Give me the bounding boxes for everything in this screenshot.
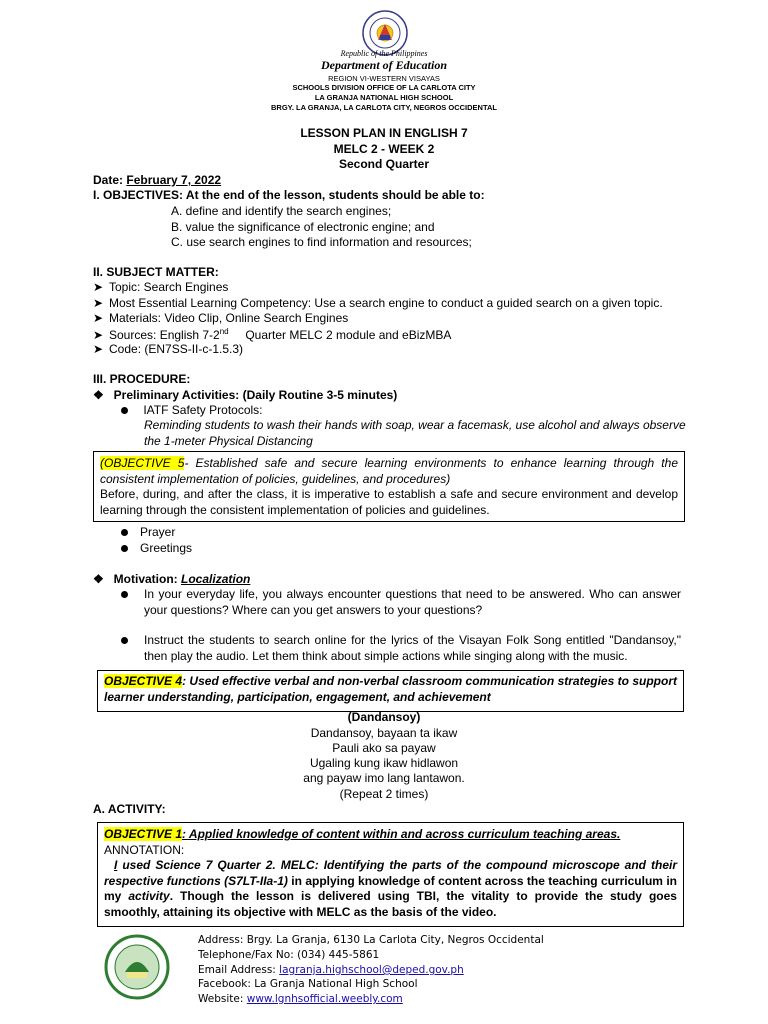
objectives-heading: I. OBJECTIVES: At the end of the lesson, students should be able to: bbox=[93, 188, 485, 202]
iatf-description: Reminding students to wash their hands with soap, wear a facemask, use alcohol and always observe bbox=[144, 418, 686, 432]
song-line: (Repeat 2 times) bbox=[339, 787, 429, 801]
division-line: SCHOOLS DIVISION OFFICE OF LA CARLOTA CITY bbox=[292, 83, 476, 92]
activity-heading: A. ACTIVITY: bbox=[93, 802, 166, 816]
list-item: ➤ Most Essential Learning Competency: Use a search engine to conduct a guided search on a given topic. bbox=[93, 296, 663, 310]
footer-address: Address: Brgy. La Granja, 6130 La Carlota City, Negros Occidental bbox=[198, 934, 544, 946]
motivation-paragraph: Instruct the students to search online for the lyrics of the Visayan Folk Song entitled "Dandansoy," then play the audio. Let them think about simple actions while singing along with the music. bbox=[121, 633, 681, 664]
arrow-bullet-icon: ➤ bbox=[93, 311, 104, 325]
date-value: February 7, 2022 bbox=[126, 173, 222, 187]
annotation-body: I used Science 7 Quarter 2. MELC: Identifying the parts of the compound microscope and their respective functions (S7LT-IIa-1) in applying knowledge of content across the teaching curriculum in my activity. Though the lesson is delivered using TBI, the vitality to provide the study goes smoothly, attaining its objective with MELC as the basis of the video. bbox=[104, 858, 678, 919]
arrow-bullet-icon: ➤ bbox=[93, 328, 104, 342]
objective-5-label: (OBJECTIVE 5 bbox=[100, 456, 185, 470]
bullet-icon bbox=[121, 545, 128, 552]
bullet-icon bbox=[121, 591, 128, 598]
list-item: ➤ Topic: Search Engines bbox=[93, 280, 229, 294]
objective-item: C. use search engines to find information and resources; bbox=[171, 235, 472, 249]
republic-line: Republic of the Philippines bbox=[340, 49, 428, 58]
arrow-bullet-icon: ➤ bbox=[93, 280, 104, 294]
school-seal-logo bbox=[97, 934, 177, 1000]
objective-5-box bbox=[93, 451, 685, 522]
motivation-paragraph: In your everyday life, you always encounter questions that need to be answered. Who can answer your questions? Where can you get answers to your questions? bbox=[121, 587, 681, 618]
preliminary-activities: ❖ Preliminary Activities: (Daily Routine 3-5 minutes) bbox=[93, 388, 398, 402]
arrow-bullet-icon: ➤ bbox=[93, 296, 104, 310]
footer-website: Website: www.lgnhsofficial.weebly.com bbox=[198, 993, 403, 1005]
date-label: Date: bbox=[93, 173, 124, 187]
objective-1-label: OBJECTIVE 1 bbox=[104, 827, 183, 841]
bullet-icon bbox=[121, 529, 128, 536]
footer-email: Email Address: lagranja.highschool@deped.gov.ph bbox=[198, 964, 464, 976]
song-line: Ugaling kung ikaw hidlawon bbox=[309, 756, 459, 770]
song-title: (Dandansoy) bbox=[347, 710, 421, 724]
objective-4-label: OBJECTIVE 4 bbox=[104, 674, 183, 688]
objective-item: A. define and identify the search engines; bbox=[171, 204, 392, 218]
department-line: Department of Education bbox=[320, 58, 447, 72]
bullet-icon bbox=[121, 407, 128, 414]
subject-matter-heading: II. SUBJECT MATTER: bbox=[93, 265, 219, 279]
iatf-description: the 1-meter Physical Distancing bbox=[144, 434, 313, 448]
lesson-quarter: Second Quarter bbox=[338, 157, 430, 171]
objective-4-text: : Used effective verbal and non-verbal classroom communication strategies to support learner understanding, participation, engagement, and achievement bbox=[104, 674, 677, 704]
iatf-item: IATF Safety Protocols: bbox=[121, 403, 263, 417]
song-line: ang payaw imo lang lantawon. bbox=[303, 771, 465, 785]
objective-4-box bbox=[97, 670, 684, 712]
list-item: ➤ Sources: English 7-2nd Quarter MELC 2 module and eBizMBA bbox=[93, 327, 452, 342]
objective-item: B. value the significance of electronic engine; and bbox=[171, 220, 435, 234]
song-line: Dandansoy, bayaan ta ikaw bbox=[310, 726, 458, 740]
region-line: REGION VI-WESTERN VISAYAS bbox=[328, 74, 440, 83]
song-line: Pauli ako sa payaw bbox=[332, 741, 436, 755]
school-line: LA GRANJA NATIONAL HIGH SCHOOL bbox=[314, 93, 454, 102]
footer-facebook: Facebook: La Granja National High School bbox=[198, 978, 418, 990]
annotation-label: ANNOTATION: bbox=[104, 842, 185, 857]
objective-5-body: Before, during, and after the class, it is imperative to establish a safe and secure environment and develop learning through the consistent implementation of policies and guidelines. bbox=[100, 487, 678, 517]
objective-1-box bbox=[97, 822, 684, 927]
lesson-subtitle: MELC 2 - WEEK 2 bbox=[333, 142, 435, 156]
school-address-line: BRGY. LA GRANJA, LA CARLOTA CITY, NEGROS OCCIDENTAL bbox=[271, 103, 497, 112]
diamond-bullet-icon: ❖ bbox=[93, 572, 104, 586]
objective-5-text: - Established safe and secure learning environments to enhance learning through the consistent implementation of policies, guidelines, and procedures) bbox=[100, 456, 678, 486]
objective-1-text: : Applied knowledge of content within and across curriculum teaching areas. bbox=[182, 827, 621, 841]
lesson-title: LESSON PLAN IN ENGLISH 7 bbox=[300, 126, 468, 140]
list-item: ➤ Code: (EN7SS-II-c-1.5.3) bbox=[93, 342, 244, 356]
diamond-bullet-icon: ❖ bbox=[93, 388, 104, 402]
list-item: Prayer bbox=[121, 525, 175, 539]
date-line bbox=[93, 173, 221, 187]
arrow-bullet-icon: ➤ bbox=[93, 342, 104, 356]
procedure-heading: III. PROCEDURE: bbox=[93, 372, 191, 386]
list-item: ➤ Materials: Video Clip, Online Search Engines bbox=[93, 311, 349, 325]
bullet-icon bbox=[121, 637, 128, 644]
motivation-line: ❖ Motivation: Localization bbox=[93, 572, 251, 586]
footer-phone: Telephone/Fax No: (034) 445-5861 bbox=[198, 949, 380, 961]
list-item: Greetings bbox=[121, 541, 192, 555]
website-link[interactable]: www.lgnhsofficial.weebly.com bbox=[246, 993, 403, 1005]
email-link[interactable]: lagranja.highschool@deped.gov.ph bbox=[279, 964, 464, 976]
